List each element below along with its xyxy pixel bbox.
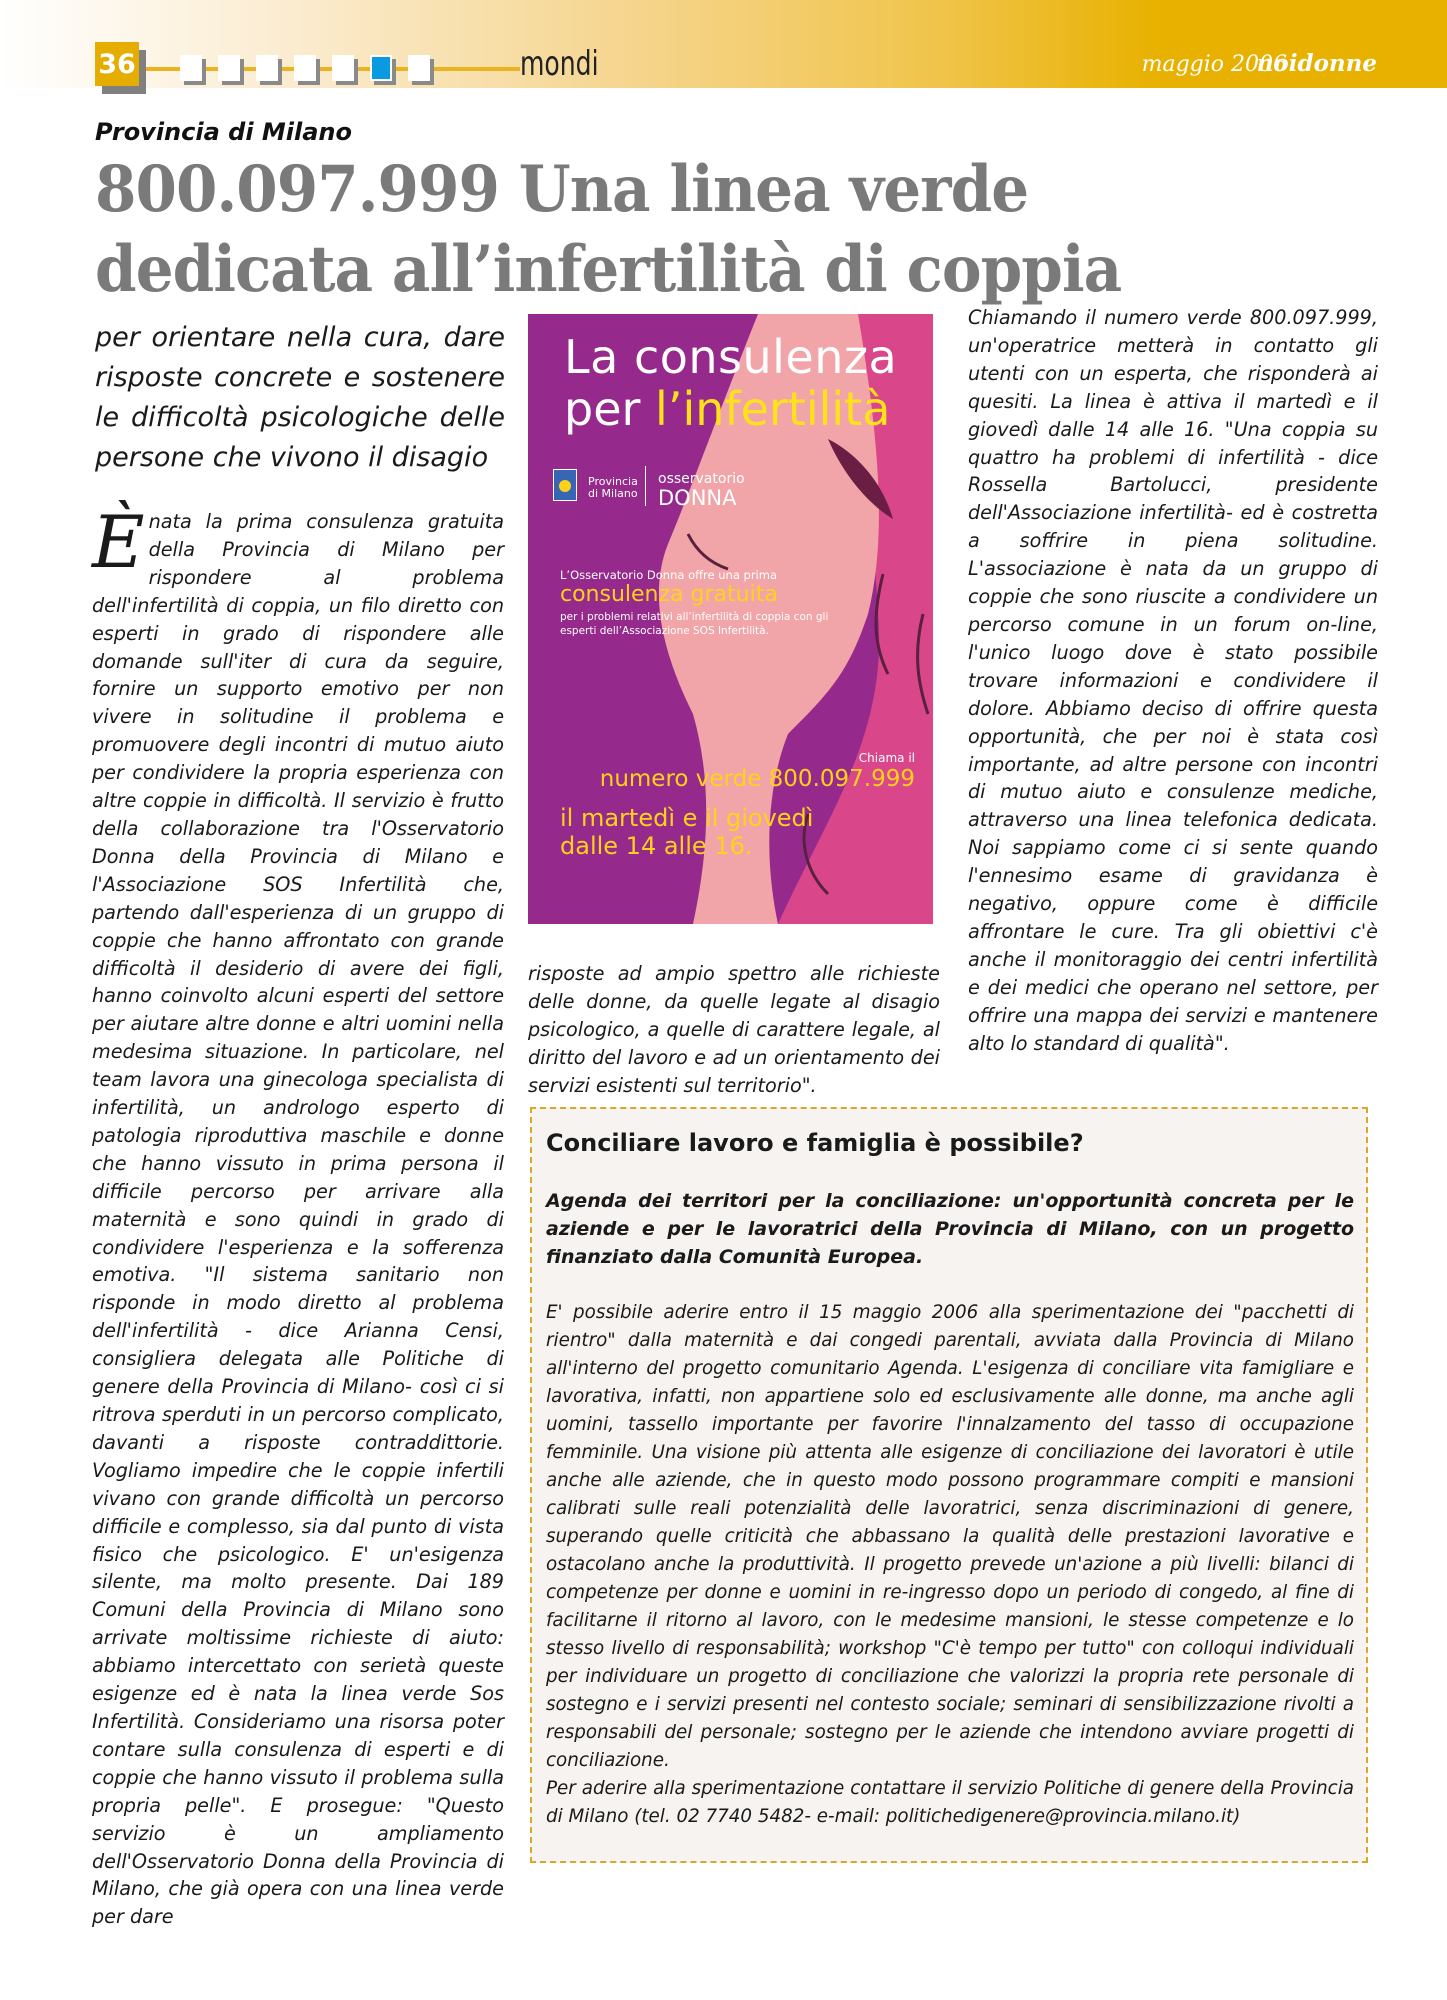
nav-square-active: [370, 55, 392, 81]
sidebar-box-body-text: E' possibile aderire entro il 15 maggio 2006 alla sperimentazione dei "pacchetti di rientro" dalla maternità e dai congedi parentali, avviata dalla Provincia di Milano all'interno del progetto comunitario Agenda. L'esigenza di conciliare vita famigliare e lavorativa, infatti, non appartiene solo ed esclusivamente alle donne, ma anche agli uomini, tassello importante per favorire l'innalzamento del tasso di occupazione femminile. Una visione più attenta alle esigenze di conciliazione dei lavoratori è utile anche alle aziende, che in questo modo possono programmare compiti e mansioni calibrati sulle reali potenzialità delle lavoratrici, senza discriminazioni di genere, superando quelle criticità che abbassano la qualità delle prestazioni lavorative e ostacolano anche la produttività. Il progetto prevede un'azione a più livelli: bilanci di competenze per donne e uomini in re-ingresso dopo un periodo di congedo, al fine di facilitarne il ritorno al lavoro, con le medesime mansioni, le stesse competenze e lo stesso livello di responsabilità; workshop "C'è tempo per tutto" con colloqui individuali per individuare un progetto di conciliazione che valorizzi la propria rete personale di sostegno e i servizi presenti nel contesto sociale; seminari di sensibilizzazione rivolti a responsabili del personale; sostegno per le aziende che intendono avviare progetti di conciliazione.: [546, 1302, 1354, 1771]
article-kicker: Provincia di Milano: [95, 118, 353, 146]
poster-logo-divider: [645, 466, 646, 506]
poster-observatory-big: DONNA: [658, 486, 737, 510]
article-column-2: risposte ad ampio spettro alle richieste delle donne, da quelle legate al disagio psicologico, a quelle di carattere legale, al diritto del lavoro e ad un orientamento dei servizi esistenti sul territorio".: [528, 962, 940, 1097]
section-label: mondi: [520, 44, 599, 84]
page-number: 36: [95, 42, 139, 86]
magazine-name: noidonne: [1256, 50, 1377, 77]
sidebar-box-body: [546, 1299, 1354, 1831]
sidebar-box-lead: Agenda dei territori per la conciliazione: un'opportunità concreta per le aziende e per le lavoratrici della Provincia di Milano, con un progetto finanziato dalla Comunità Europea.: [546, 1190, 1354, 1268]
article-column-1: [92, 500, 504, 1931]
poster-call-label: Chiama il: [858, 751, 915, 765]
poster-title-infertilita: l’infertilità: [655, 382, 891, 436]
column-1-text: nata la prima consulenza gratuita della Provincia di Milano per rispondere al problema dell'infertilità di coppia, un filo diretto con esperti in grado di rispondere alle domande sull'iter di cura da seguire, fornire un supporto emotivo per non vivere in solitudine il problema e promuovere degli incontri di mutuo aiuto per condividere la propria esperienza con altre coppie in difficoltà. Il servizio è frutto della collaborazione tra l'Osservatorio Donna della Provincia di Milano e l'Associazione SOS Infertilità che, partendo dall'esperienza di un gruppo di coppie che hanno affrontato con grande difficoltà il desiderio di avere dei figli, hanno coinvolto alcuni esperti del settore per aiutare altre donne e altri uomini nella medesima situazione. In particolare, nel team lavora una ginecologa specialista di infertilità, un andrologo esperto di patologia riproduttiva maschile e donne che hanno vissuto in prima persona il difficile percorso per arrivare alla maternità e sono quindi in grado di condividere l'esperienza e la sofferenza emotiva. "Il sistema sanitario non risponde in modo diretto al problema dell'infertilità - dice Arianna Censi, consigliera delegata alle Politiche di genere della Provincia di Milano- così ci si ritrova sperduti in un percorso complicato, davanti a risposte contraddittorie. Vogliamo impedire che le coppie infertili vivano con grande difficoltà un percorso difficile e complesso, sia dal punto di vista fisico che psicologico. E' un'esigenza silente, ma molto presente. Dai 189 Comuni della Provincia di Milano sono arrivate moltissime richieste di aiuto: abbiamo intercettato con serietà queste esigenze ed è nata la linea verde Sos Infertilità. Consideriamo una risorsa poter contare sulla consulenza di esperti e di coppie che hanno vissuto il problema sulla propria pelle". E prosegue: "Questo servizio è un ampliamento dell'Osservatorio Donna della Provincia di Milano, che già opera con una linea verde per dare: [92, 510, 504, 1929]
poster-offer-highlight: consulenza gratuita: [560, 582, 778, 607]
campaign-poster: [528, 314, 933, 924]
poster-call-number: numero verde 800.097.999: [599, 766, 915, 792]
nav-square: [408, 55, 430, 81]
sidebar-box-contact: Per aderire alla sperimentazione contattare il servizio Politiche di genere della Provincia di Milano (tel. 02 7740 5482- e-mail: politichedigenere@provincia.milano.it): [546, 1778, 1354, 1827]
poster-offer-line: L’Osservatorio Donna offre una prima: [560, 568, 778, 582]
poster-title-line-1: La consulenza: [564, 330, 898, 384]
nav-square: [218, 55, 240, 81]
poster-schedule: il martedì e il giovedì dalle 14 alle 16.: [560, 804, 814, 860]
poster-title-line-2: [564, 382, 890, 436]
poster-observatory-small: osservatorio: [658, 471, 745, 487]
drop-cap: È: [92, 500, 145, 584]
article-standfirst: per orientare nella cura, dare risposte concrete e sostenere le difficoltà psicologiche delle persone che vivono il disagio: [95, 322, 505, 473]
article-headline: 800.097.999 Una linea verde dedicata all’infertilità di coppia: [95, 152, 1122, 307]
issue-date: maggio 2006: [1141, 52, 1287, 77]
nav-square: [332, 55, 354, 81]
page-header: [0, 0, 1447, 88]
poster-province-label: Provincia di Milano: [588, 475, 638, 500]
poster-title-per: per: [564, 382, 656, 436]
nav-square: [294, 55, 316, 81]
article-column-3: Chiamando il numero verde 800.097.999, un'operatrice metterà in contatto gli utenti con un esperta, che risponderà ai quesiti. La linea è attiva il martedì e il giovedì dalle 14 alle 16. "Una coppia su quattro ha problemi di infertilità - dice Rossella Bartolucci, presidente dell'Associazione infertilità- ed è costretta a soffrire in piena solitudine. L'associazione è nata da un gruppo di coppie che sono riuscite a condividere un percorso comune in un forum on-line, l'unico luogo dove è stato possibile trovare informazioni e condividere il dolore. Abbiamo deciso di offrire questa opportunità, che per noi è stata così importante, ad altre persone con incontri di mutuo aiuto e consulenze mediche, attraverso una linea telefonica dedicata. Noi sappiamo come ci si sente quando l'ennesimo esame di gravidanza è negativo, oppure come è difficile affrontare le cure. Tra gli obiettivi c'è anche il monitoraggio dei centri infertilità e dei medici che operano nel settore, per offrire una mappa dei servizi e mantenere alto lo standard di qualità".: [968, 306, 1378, 1055]
sidebar-box-title: Conciliare lavoro e famiglia è possibile?: [546, 1129, 1084, 1157]
nav-square: [180, 55, 202, 81]
province-coat-of-arms-icon: [553, 469, 577, 501]
sidebar-box: [530, 1107, 1368, 1863]
poster-offer-detail: per i problemi relativi all’infertilità di coppia con gli esperti dell’Associazione SOS Infertilità.: [560, 611, 829, 637]
nav-square: [256, 55, 278, 81]
